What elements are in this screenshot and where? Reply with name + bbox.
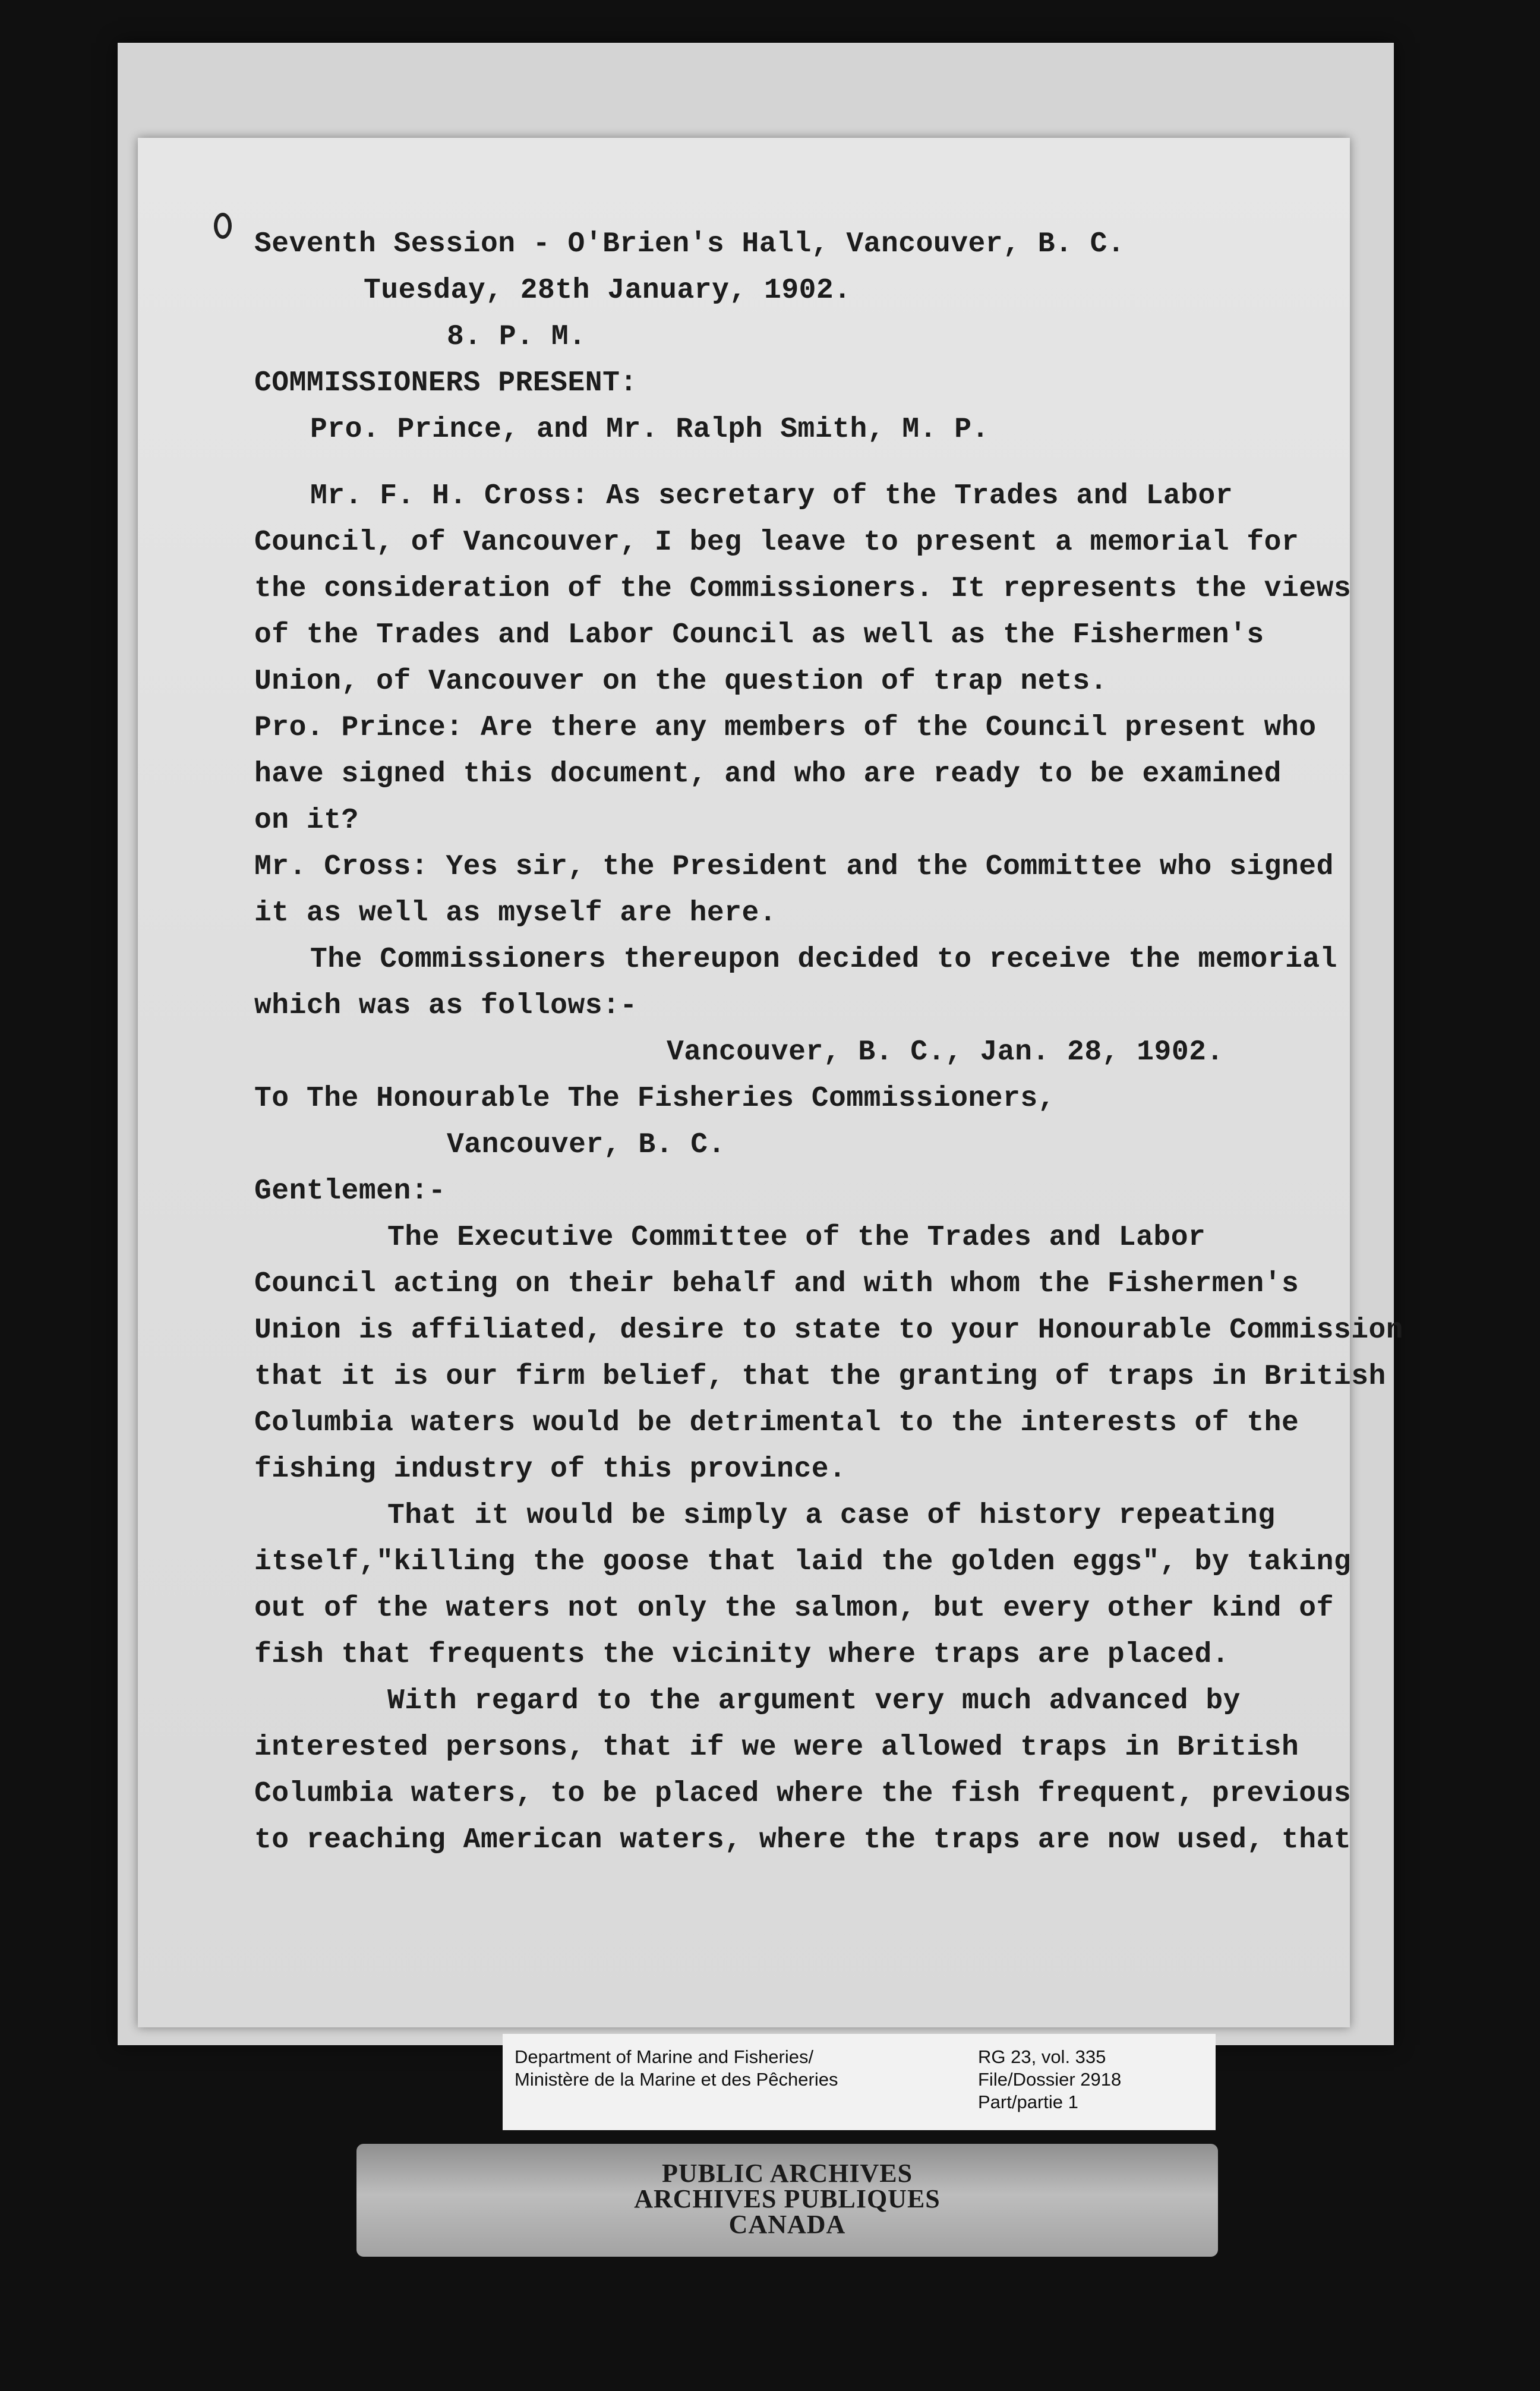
text-line: which was as follows:-: [254, 990, 638, 1022]
text-line: have signed this document, and who are ready to be examined: [254, 758, 1282, 790]
file-number: File/Dossier 2918: [978, 2069, 1122, 2090]
text-line: to reaching American waters, where the traps are now used, that: [254, 1824, 1352, 1856]
letter-addressee: To The Honourable The Fisheries Commissioners,: [254, 1083, 1056, 1115]
department-name: [515, 2046, 838, 2091]
text-line: Pro. Prince: Are there any members of the Council present who: [254, 712, 1317, 744]
text-line: itself,"killing the goose that laid the golden eggs", by taking: [254, 1546, 1352, 1578]
commissioners-list: Pro. Prince, and Mr. Ralph Smith, M. P.: [310, 414, 989, 446]
text-line: of the Trades and Labor Council as well as the Fishermen's: [254, 619, 1264, 651]
archive-reference-label: [503, 2034, 1216, 2130]
session-date: Tuesday, 28th January, 1902.: [364, 275, 851, 307]
session-heading: Seventh Session - O'Brien's Hall, Vancouver, B. C.: [254, 228, 1125, 260]
text-line: Council acting on their behalf and with whom the Fishermen's: [254, 1268, 1299, 1300]
text-line: interested persons, that if we were allowed traps in British: [254, 1731, 1299, 1764]
typed-page: [138, 138, 1404, 2027]
stamp-line-country: CANADA: [728, 2210, 846, 2239]
text-line: fish that frequents the vicinity where traps are placed.: [254, 1639, 1230, 1671]
typed-text: [138, 138, 1404, 2027]
session-time: 8. P. M.: [447, 321, 586, 353]
text-line: That it would be simply a case of history repeating: [387, 1500, 1276, 1532]
text-line: Mr. Cross: Yes sir, the President and the Committee who signed: [254, 851, 1334, 883]
text-line: that it is our firm belief, that the granting of traps in British: [254, 1361, 1386, 1393]
text-line: Union is affiliated, desire to state to your Honourable Commission: [254, 1314, 1404, 1346]
text-line: Columbia waters would be detrimental to the interests of the: [254, 1407, 1299, 1439]
record-group: RG 23, vol. 335: [978, 2046, 1106, 2067]
department-name-en: Department of Marine and Fisheries/: [515, 2046, 814, 2067]
stamp-line-fr: ARCHIVES PUBLIQUES: [634, 2184, 941, 2213]
letter-date: Vancouver, B. C., Jan. 28, 1902.: [667, 1036, 1224, 1068]
department-name-fr: Ministère de la Marine et des Pêcheries: [515, 2069, 838, 2090]
text-line: The Commissioners thereupon decided to receive the memorial: [310, 944, 1337, 976]
text-line: Council, of Vancouver, I beg leave to present a memorial for: [254, 526, 1299, 559]
archive-reference: [978, 2046, 1121, 2114]
text-line: With regard to the argument very much advanced by: [387, 1685, 1241, 1717]
commissioners-heading: COMMISSIONERS PRESENT:: [254, 367, 638, 399]
text-line: the consideration of the Commissioners. It represents the views: [254, 573, 1352, 605]
archives-stamp: [356, 2144, 1218, 2257]
text-line: out of the waters not only the salmon, but every other kind of: [254, 1592, 1334, 1625]
text-line: Columbia waters, to be placed where the fish frequent, previous: [254, 1778, 1352, 1810]
text-line: Union, of Vancouver on the question of trap nets.: [254, 665, 1107, 698]
part-number: Part/partie 1: [978, 2092, 1078, 2112]
letter-salutation: Gentlemen:-: [254, 1175, 446, 1207]
text-line: on it?: [254, 805, 359, 837]
text-line: Mr. F. H. Cross: As secretary of the Trades and Labor: [310, 480, 1233, 512]
stamp-line-en: PUBLIC ARCHIVES: [661, 2159, 913, 2188]
text-line: fishing industry of this province.: [254, 1453, 847, 1485]
letter-address: Vancouver, B. C.: [447, 1129, 725, 1161]
text-line: The Executive Committee of the Trades and Labor: [387, 1222, 1206, 1254]
text-line: it as well as myself are here.: [254, 897, 777, 929]
